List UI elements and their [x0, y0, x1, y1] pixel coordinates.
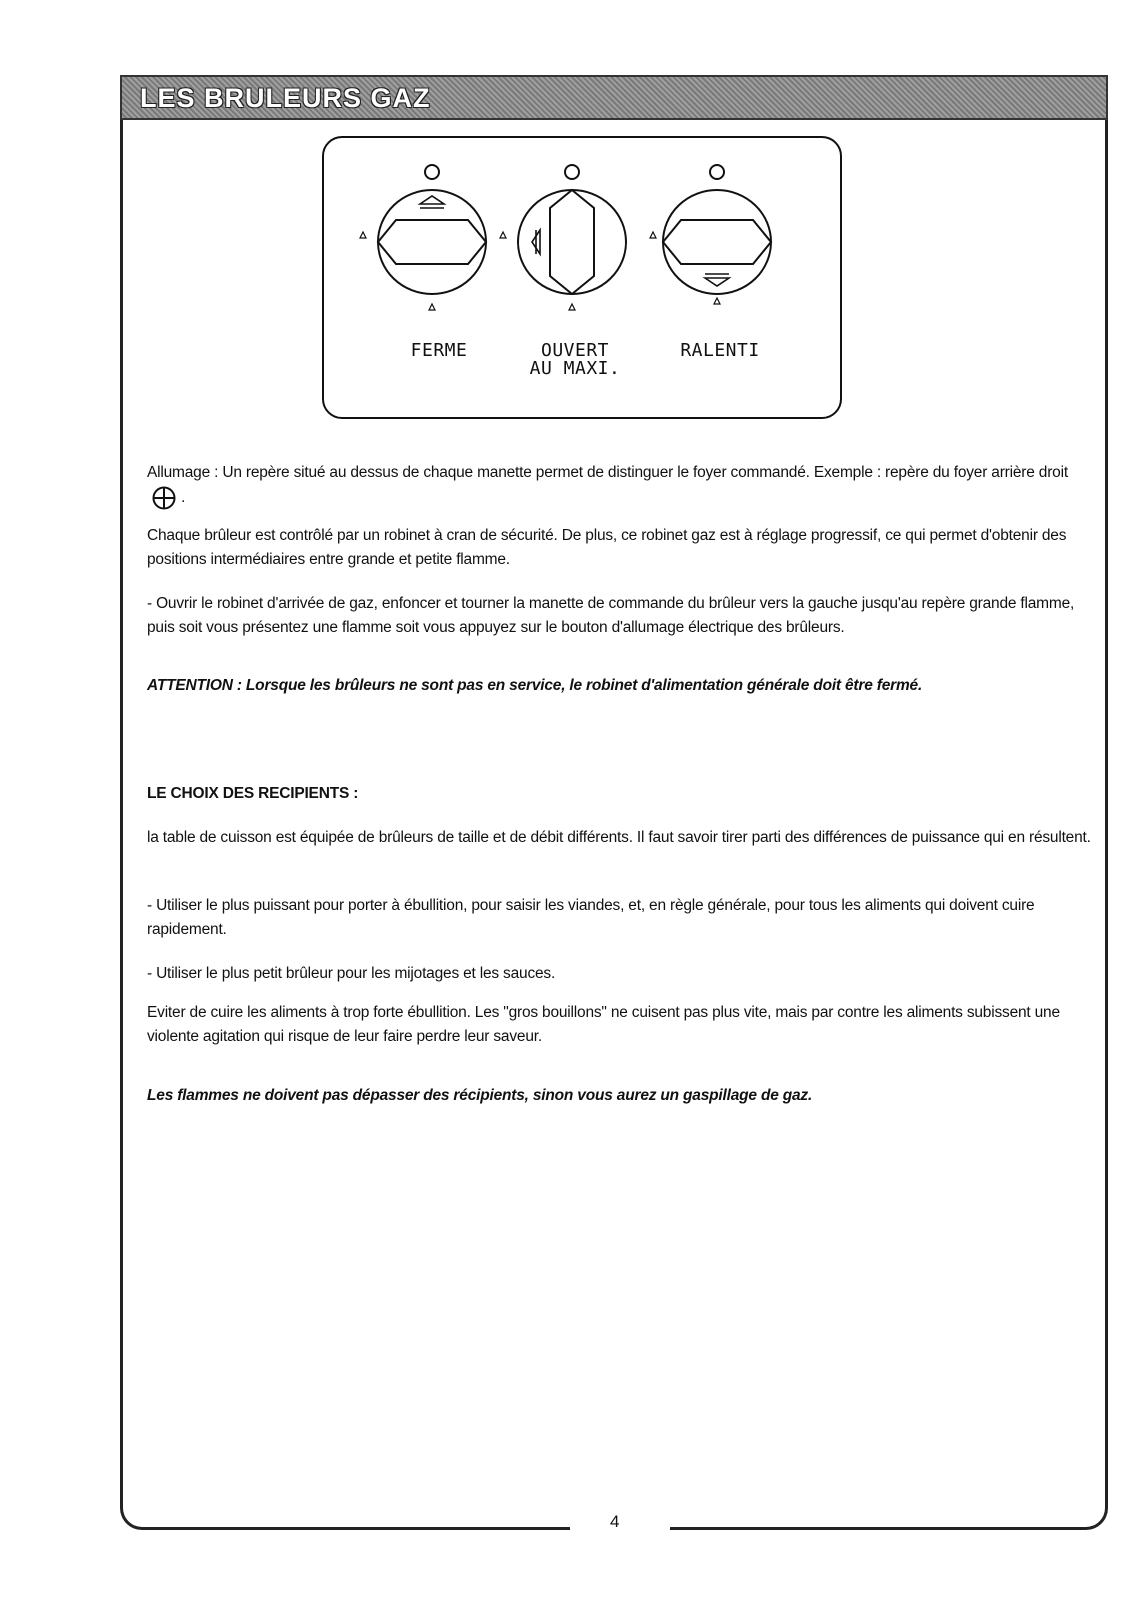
allumage-paragraph: Allumage : Un repère situé au dessus de chaque manette permet de distinguer le foyer commandé. Exemple : repère du foyer arrière droit .: [147, 461, 1102, 511]
section-header: [120, 75, 1108, 120]
eviter-paragraph: Eviter de cuire les aliments à trop forte ébullition. Les "gros bouillons" ne cuisent pas plus vite, mais par contre les aliments subissent une violente agitation qui risque de leur faire perdre leur saveur.: [147, 1004, 1060, 1045]
table-paragraph: la table de cuisson est équipée de brûleurs de taille et de débit différents. Il faut savoir tirer parti des différences de puissance qui en résultent.: [147, 829, 1091, 846]
section-title: LES BRULEURS GAZ: [140, 83, 431, 113]
choix-recipients-heading: LE CHOIX DES RECIPIENTS :: [147, 785, 359, 802]
knob-label-ouvert: OUVERT AU MAXI.: [529, 340, 621, 379]
knob-label-ralenti: RALENTI: [680, 340, 760, 361]
knob-label-ferme: FERME: [410, 340, 468, 361]
knob-ralenti-icon: [650, 165, 771, 304]
puissant-paragraph: - Utiliser le plus puissant pour porter à ébullition, pour saisir les viandes, et, en règle générale, pour tous les aliments qui doivent cuire rapidement.: [147, 897, 1035, 938]
knob-ouvert-icon: [500, 165, 626, 310]
footer-gap: [570, 1520, 670, 1536]
petit-paragraph: - Utiliser le plus petit brûleur pour les mijotages et les sauces.: [147, 965, 556, 982]
flammes-warning: Les flammes ne doivent pas dépasser des récipients, sinon vous aurez un gaspillage de gaz.: [147, 1087, 813, 1104]
page-number: 4: [610, 1512, 620, 1531]
burner-rear-right-icon: [151, 485, 177, 511]
knob-diagram: [322, 136, 842, 419]
attention-warning: ATTENTION : Lorsque les brûleurs ne sont pas en service, le robinet d'alimentation générale doit être fermé.: [147, 677, 923, 694]
knob-ferme-icon: [360, 165, 486, 310]
ouvrir-paragraph: - Ouvrir le robinet d'arrivée de gaz, enfoncer et tourner la manette de commande du brûleur vers la gauche jusqu'au repère grande flamme, puis soit vous présentez une flamme soit vous appuyez sur le bouton d'allumage électrique des brûleurs.: [147, 595, 1075, 636]
robinet-paragraph: Chaque brûleur est contrôlé par un robinet à cran de sécurité. De plus, ce robinet gaz est à réglage progressif, ce qui permet d'obtenir des positions intermédiaires entre grande et petite flamme.: [147, 527, 1067, 568]
